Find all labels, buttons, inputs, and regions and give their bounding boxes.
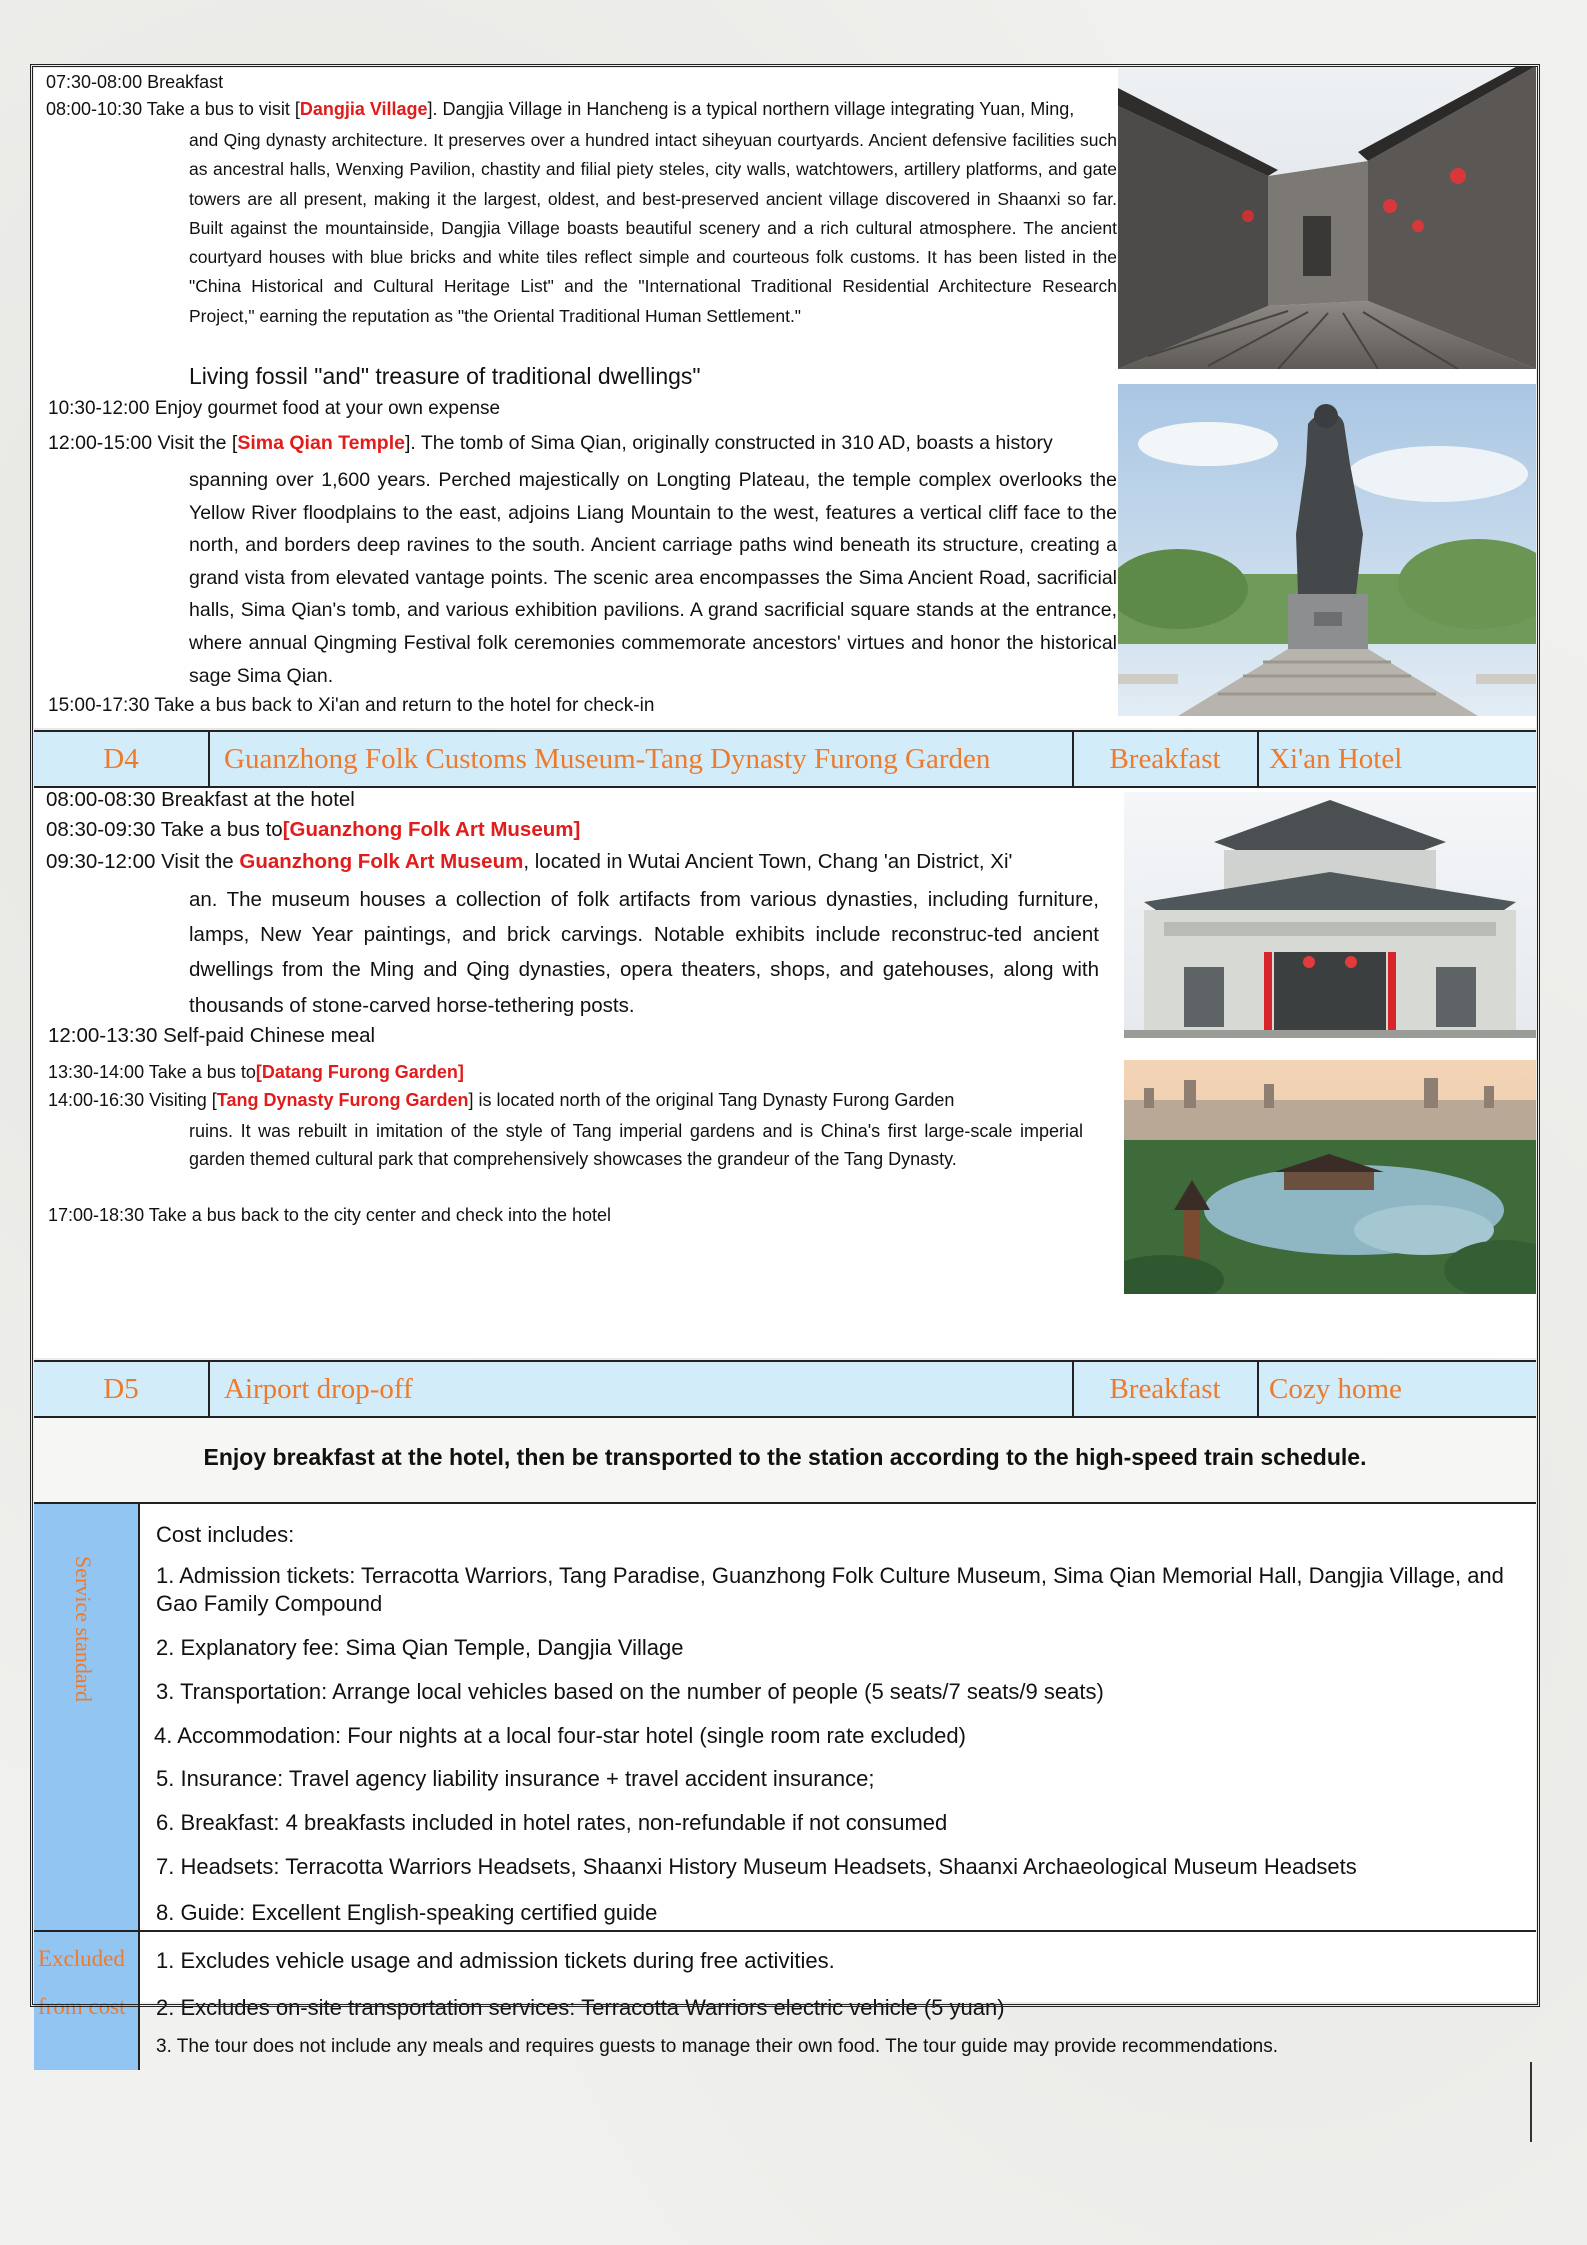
dangjia-village-highlight: Dangjia Village bbox=[299, 99, 428, 119]
d3-dangjia-line: 08:00-10:30 Take a bus to visit [Dangjia Village]. Dangjia Village in Hancheng is a typical northern village integrating Yuan, Ming, bbox=[46, 99, 1075, 119]
d4-breakfast-line: 08:00-08:30 Breakfast at the hotel bbox=[46, 788, 355, 811]
service-item-6: 6. Breakfast: 4 breakfasts included in hotel rates, non-refundable if not consumed bbox=[156, 1810, 948, 1835]
service-item-5: 5. Insurance: Travel agency liability insurance + travel accident insurance; bbox=[156, 1766, 875, 1791]
service-item-7: 7. Headsets: Terracotta Warriors Headsets, Shaanxi History Museum Headsets, Shaanxi Archaeological Museum Headsets bbox=[156, 1854, 1357, 1879]
service-item-4: 4. Accommodation: Four nights at a local four-star hotel (single room rate excluded) bbox=[154, 1723, 966, 1748]
d3-simaqian-line: 12:00-15:00 Visit the [Sima Qian Temple]. The tomb of Sima Qian, originally constructed in 310 AD, boasts a history bbox=[48, 432, 1053, 454]
service-standard-label: Service standard bbox=[71, 1556, 96, 1702]
d4-bus1-line: 08:30-09:30 Take a bus to[Guanzhong Folk Art Museum] bbox=[46, 818, 581, 841]
excluded-item-2: 2. Excludes on-site transportation services: Terracotta Warriors electric vehicle (5 yuan) bbox=[156, 1995, 1005, 2020]
d4-hotel: Xi'an Hotel bbox=[1269, 743, 1403, 775]
d5-meal: Breakfast bbox=[1109, 1373, 1221, 1405]
d4-bus2-line: 13:30-14:00 Take a bus to[Datang Furong Garden] bbox=[48, 1062, 464, 1082]
excluded-item-3: 3. The tour does not include any meals and requires guests to manage their own food. The tour guide may provide recommendations. bbox=[156, 2036, 1279, 2057]
excluded-item-1: 1. Excludes vehicle usage and admission tickets during free activities. bbox=[156, 1948, 835, 1973]
excluded-label-line1: Excluded bbox=[38, 1946, 125, 1971]
service-item-1: 1. Admission tickets: Terracotta Warriors, Tang Paradise, Guanzhong Folk Culture Museum, Sima Qian Memorial Hall, Dangjia Village, and Gao Family Compound bbox=[156, 1563, 1504, 1616]
d3-fossil-line: Living fossil "and" treasure of traditional dwellings" bbox=[189, 363, 701, 389]
folk-art-museum-highlight: Guanzhong Folk Art Museum bbox=[239, 850, 524, 873]
d5-hotel: Cozy home bbox=[1269, 1373, 1402, 1405]
folk-art-museum-dest: [Guanzhong Folk Art Museum] bbox=[282, 818, 581, 841]
d5-day-label: D5 bbox=[103, 1373, 139, 1405]
d4-museum-line: 09:30-12:00 Visit the Guanzhong Folk Art Museum, located in Wutai Ancient Town, Chang 'an District, Xi' bbox=[46, 850, 1013, 873]
d3-breakfast-line: 07:30-08:00 Breakfast bbox=[46, 72, 224, 92]
sima-qian-temple-highlight: Sima Qian Temple bbox=[237, 432, 405, 454]
d5-title: Airport drop-off bbox=[224, 1373, 413, 1405]
itinerary-sheet bbox=[30, 64, 1542, 2057]
d4-title: Guanzhong Folk Customs Museum-Tang Dynasty Furong Garden bbox=[224, 743, 991, 775]
page-edge-bar bbox=[1530, 2062, 1532, 2142]
d3-lunch-line: 10:30-12:00 Enjoy gourmet food at your own expense bbox=[48, 398, 501, 419]
d3-return-line: 15:00-17:30 Take a bus back to Xi'an and return to the hotel for check-in bbox=[48, 695, 655, 716]
table-border bbox=[30, 64, 1540, 2007]
d4-garden-line: 14:00-16:30 Visiting [Tang Dynasty Furong Garden] is located north of the original Tang Dynasty Furong Garden bbox=[48, 1090, 955, 1110]
d3-dangjia-description: and Qing dynasty architecture. It preserves over a hundred intact siheyuan courtyards. Ancient defensive facilities such as ancestral halls, Wenxing Pavilion, chastity and filial piety steles, city walls, watchtowers, artillery platforms, and gate towers are all present, making it the largest, oldest, and best-preserved ancient village discovered in Shaanxi so far. Built against the mountainside, Dangjia Village boasts beautiful scenery and a rich cultural atmosphere. The ancient courtyard houses with blue bricks and white tiles reflect simple and courteous folk customs. It has been listed in the "China Historical and Cultural Heritage List" and the "International Traditional Residential Architecture Research Project," earning the reputation as "the Oriental Traditional Human Settlement." bbox=[189, 130, 1117, 326]
d4-garden-description: ruins. It was rebuilt in imitation of the style of Tang imperial gardens and is China's first large-scale imperial garden themed cultural park that comprehensively showcases the grandeur of the Tang Dynasty. bbox=[189, 1121, 1083, 1169]
service-item-3: 3. Transportation: Arrange local vehicles based on the number of people (5 seats/7 seats/9 seats) bbox=[156, 1679, 1104, 1704]
d3-simaqian-description: spanning over 1,600 years. Perched majestically on Longting Plateau, the temple complex overlooks the Yellow River floodplains to the east, adjoins Liang Mountain to the west, features a vertical cliff face to the north, and borders deep ravines to the south. Ancient carriage paths wind beneath its structure, creating a grand vista from elevated vantage points. The scenic area encompasses the Sima Ancient Road, sacrificial halls, Sima Qian's tomb, and various exhibition pavilions. A grand sacrificial square stands at the entrance, where annual Qingming Festival folk ceremonies commemorate ancestors' virtues and honor the historical sage Sima Qian. bbox=[189, 469, 1117, 687]
service-item-2: 2. Explanatory fee: Sima Qian Temple, Dangjia Village bbox=[156, 1635, 684, 1660]
d4-museum-description: an. The museum houses a collection of folk artifacts from various dynasties, including furniture, lamps, New Year paintings, and brick carvings. Notable exhibits include reconstruc-ted ancient dwellings from the Ming and Qing dynasties, opera theaters, shops, and gatehouses, along with thousands of stone-carved horse-tethering posts. bbox=[189, 888, 1099, 1017]
d5-note: Enjoy breakfast at the hotel, then be transported to the station according to the high-speed train schedule. bbox=[203, 1444, 1367, 1470]
d4-day-label: D4 bbox=[103, 743, 139, 775]
cost-includes-heading: Cost includes: bbox=[156, 1522, 295, 1547]
d4-meal: Breakfast bbox=[1109, 743, 1221, 775]
d4-meal-line: 12:00-13:30 Self-paid Chinese meal bbox=[48, 1024, 376, 1047]
service-item-8: 8. Guide: Excellent English-speaking certified guide bbox=[156, 1900, 658, 1925]
d4-return-line: 17:00-18:30 Take a bus back to the city center and check into the hotel bbox=[48, 1205, 612, 1225]
datang-garden-dest: [Datang Furong Garden] bbox=[255, 1062, 464, 1082]
furong-garden-highlight: Tang Dynasty Furong Garden bbox=[216, 1090, 469, 1110]
excluded-label-line2: from cost bbox=[38, 1994, 126, 2019]
